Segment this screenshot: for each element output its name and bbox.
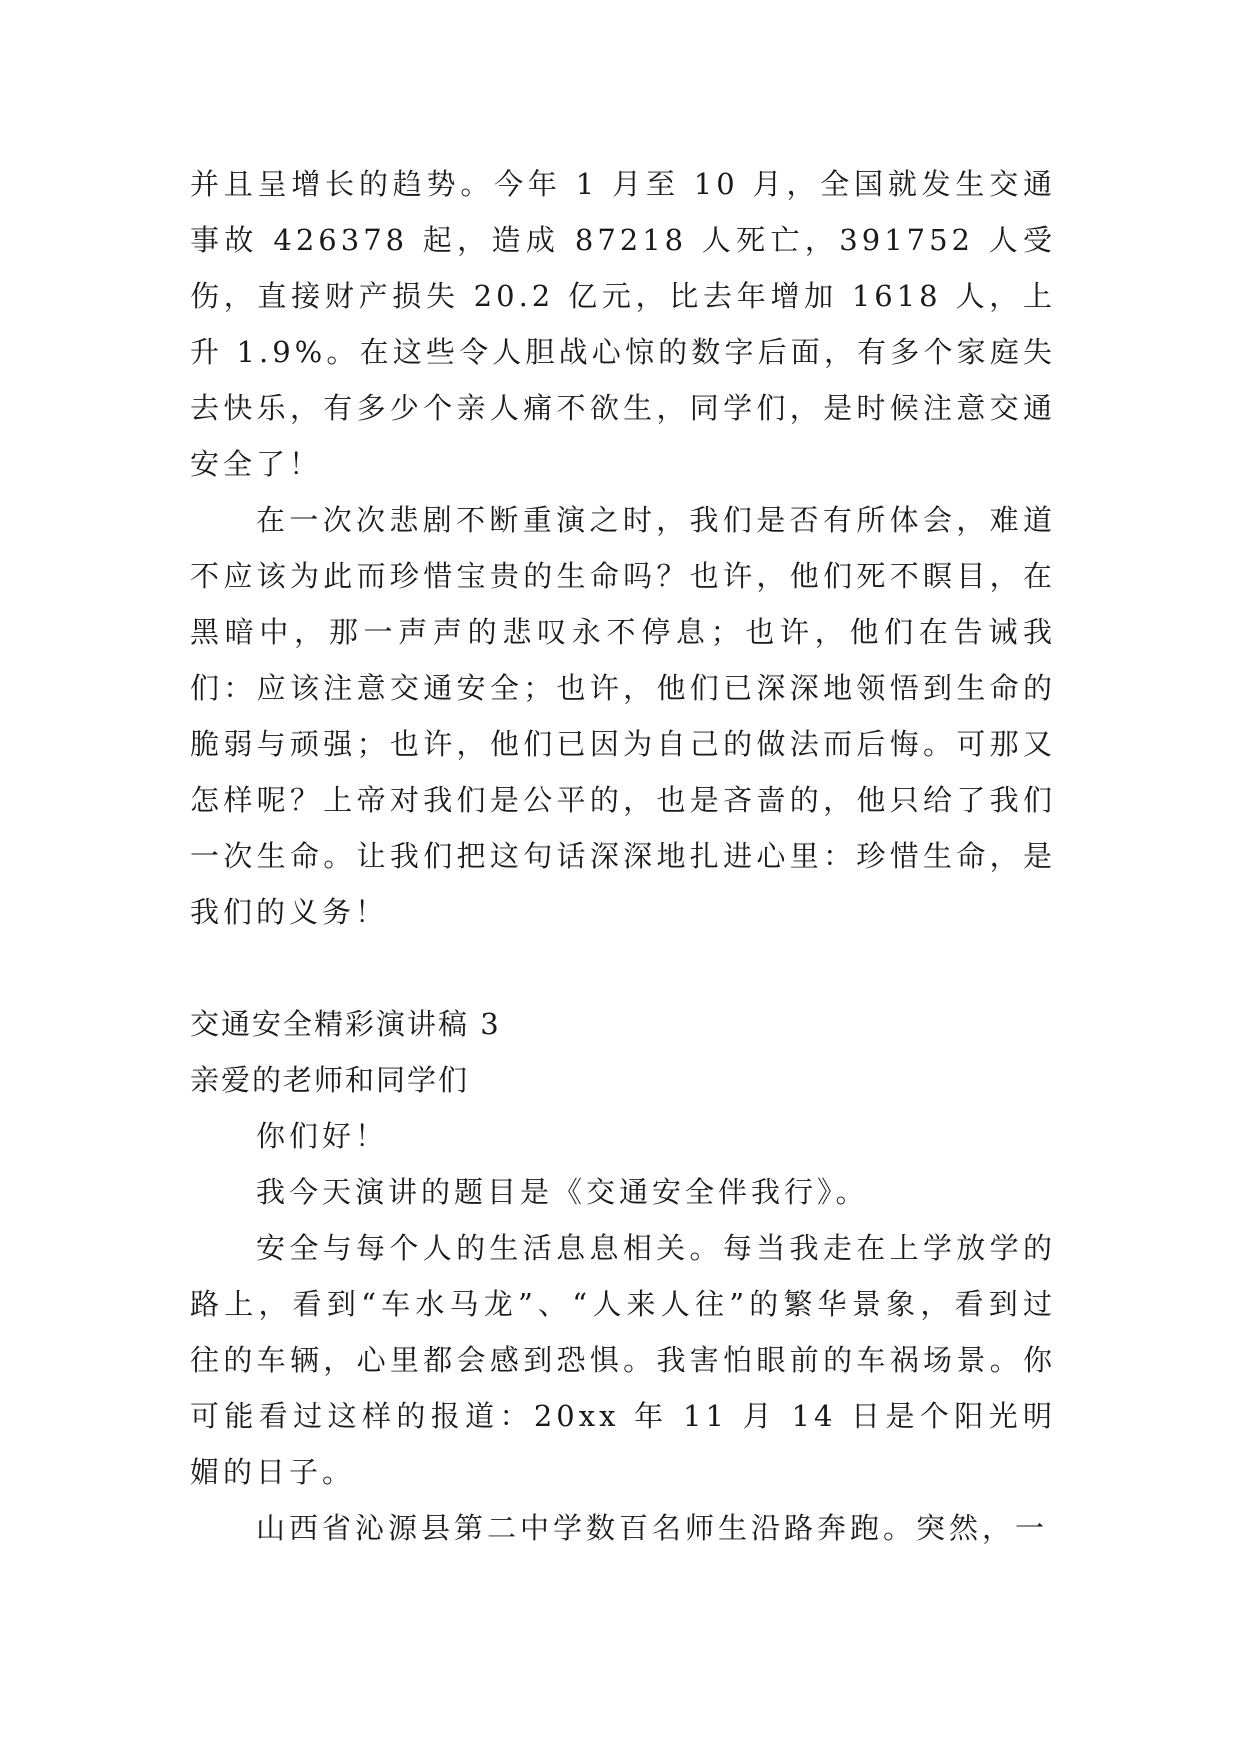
paragraph-topic: 我今天演讲的题目是《交通安全伴我行》。 xyxy=(256,1175,869,1209)
paragraph-shanxi: 山西省沁源县第二中学数百名师生沿路奔跑。突然，一 xyxy=(256,1511,1049,1545)
salutation: 亲爱的老师和同学们 xyxy=(190,1063,470,1097)
paragraph-greeting: 你们好！ xyxy=(256,1119,389,1153)
paragraph-safety-life: 安全与每个人的生活息息相关。每当我走在上学放学的路上，看到“车水马龙”、“人来人往”的繁华景象，看到过往的车辆，心里都会感到恐惧。我害怕眼前的车祸场景。你可能看过这样的报道：20xx 年 11 月 14 日是个阳光明媚的日子。 xyxy=(190,1231,1056,1489)
paragraph-statistics: 并且呈增长的趋势。今年 1 月至 10 月，全国就发生交通事故 426378 起，造成 87218 人死亡，391752 人受伤，直接财产损失 20.2 亿元，比去年增加 1618 人，上升 1.9%。在这些令人胆战心惊的数字后面，有多个家庭失去快乐，有多少个亲人痛不欲生，同学们，是时候注意交通安全了！ xyxy=(190,167,1056,481)
section-title: 交通安全精彩演讲稿 3 xyxy=(190,1007,501,1041)
section-spacer xyxy=(190,940,1056,996)
document-body xyxy=(190,156,1056,1556)
paragraph-reflection: 在一次次悲剧不断重演之时，我们是否有所体会，难道不应该为此而珍惜宝贵的生命吗？也许，他们死不瞑目，在黑暗中，那一声声的悲叹永不停息；也许，他们在告诫我们：应该注意交通安全；也许，他们已深深地领悟到生命的脆弱与顽强；也许，他们已因为自己的做法而后悔。可那又怎样呢？上帝对我们是公平的，也是吝啬的，他只给了我们一次生命。让我们把这句话深深地扎进心里：珍惜生命，是我们的义务！ xyxy=(190,503,1056,929)
